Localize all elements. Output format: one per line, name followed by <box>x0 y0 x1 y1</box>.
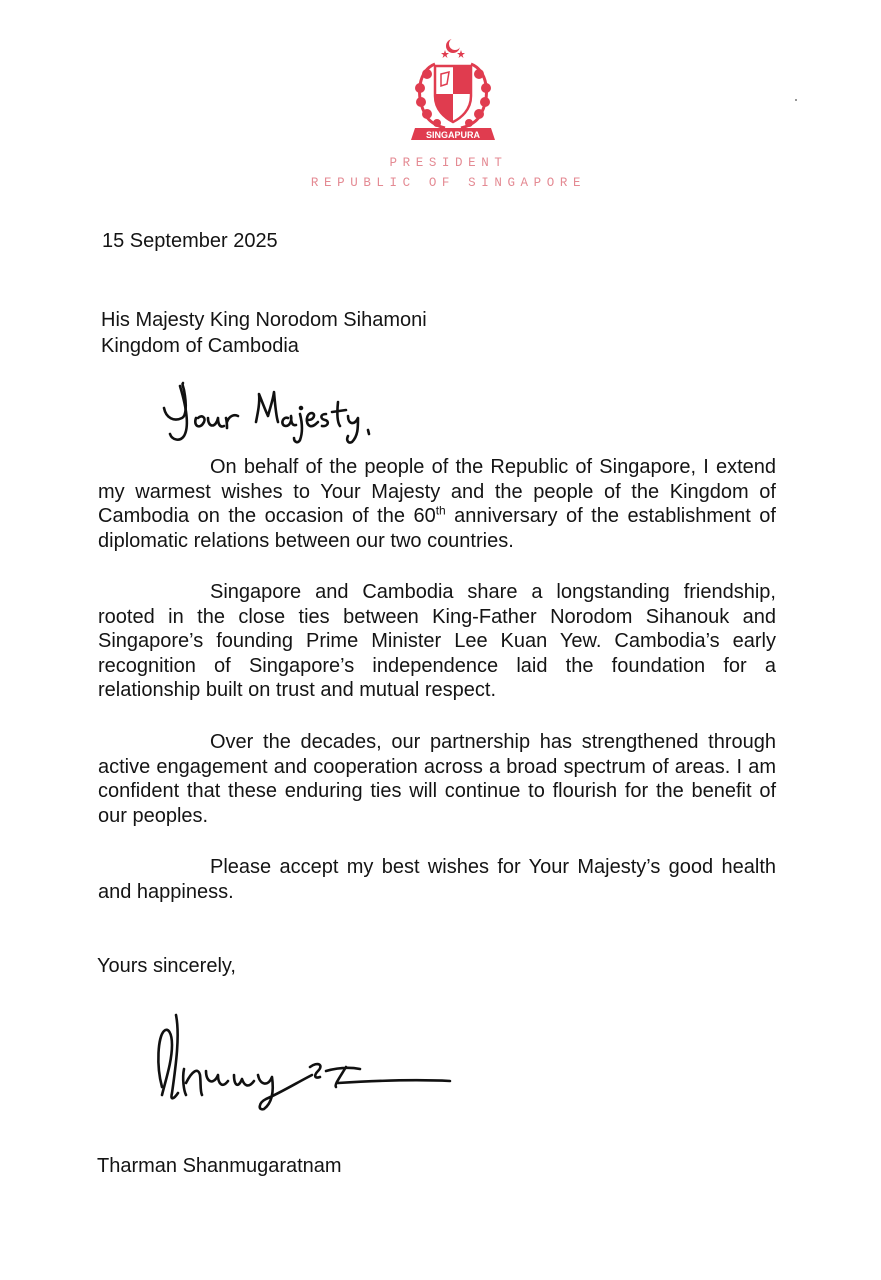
paragraph-4: Please accept my best wishes for Your Majesty’s good health and happiness. <box>98 856 776 903</box>
signature <box>150 1005 470 1120</box>
paragraph-2: Singapore and Cambodia share a longstanding friendship, rooted in the close ties between King-Father Norodom Sihanouk and Singapore’s founding Prime Minister Lee Kuan Yew. Cambodia’s early recognition of Singapore’s independence laid the foundation for a relationship built on trust and mutual respect. <box>98 581 776 702</box>
crest-ribbon-text: SINGAPURA <box>425 130 481 140</box>
paragraph-1-text: On behalf of the people of the Republic of Singapore, I extend my warmest wishes to Your Majesty and the people of the Kingdom of Cambodia on the occasion of the 60 <box>98 456 776 528</box>
letterhead-title: PRESIDENT <box>389 156 508 170</box>
recipient-name: His Majesty King Norodom Sihamoni <box>101 309 427 331</box>
paragraph-1 <box>98 455 776 553</box>
letterhead-subtitle: REPUBLIC OF SINGAPORE <box>310 176 587 190</box>
signer-name: Tharman Shanmugaratnam <box>97 1155 342 1177</box>
paragraph-1-text-end: anniversary of the establishment of diplomatic relations between our two countries. <box>98 505 776 552</box>
ordinal-suffix: th <box>435 503 446 518</box>
handwritten-salutation <box>160 378 390 448</box>
singapore-crest-icon <box>405 36 501 144</box>
letter-date: 15 September 2025 <box>102 230 278 252</box>
closing: Yours sincerely, <box>97 955 236 977</box>
recipient-country: Kingdom of Cambodia <box>101 335 299 357</box>
paragraph-3: Over the decades, our partnership has strengthened through active engagement and cooperation across a broad spectrum of areas. I am confident that these enduring ties will continue to flourish for the benefit of our peoples. <box>98 731 776 827</box>
scan-speck <box>795 99 797 101</box>
